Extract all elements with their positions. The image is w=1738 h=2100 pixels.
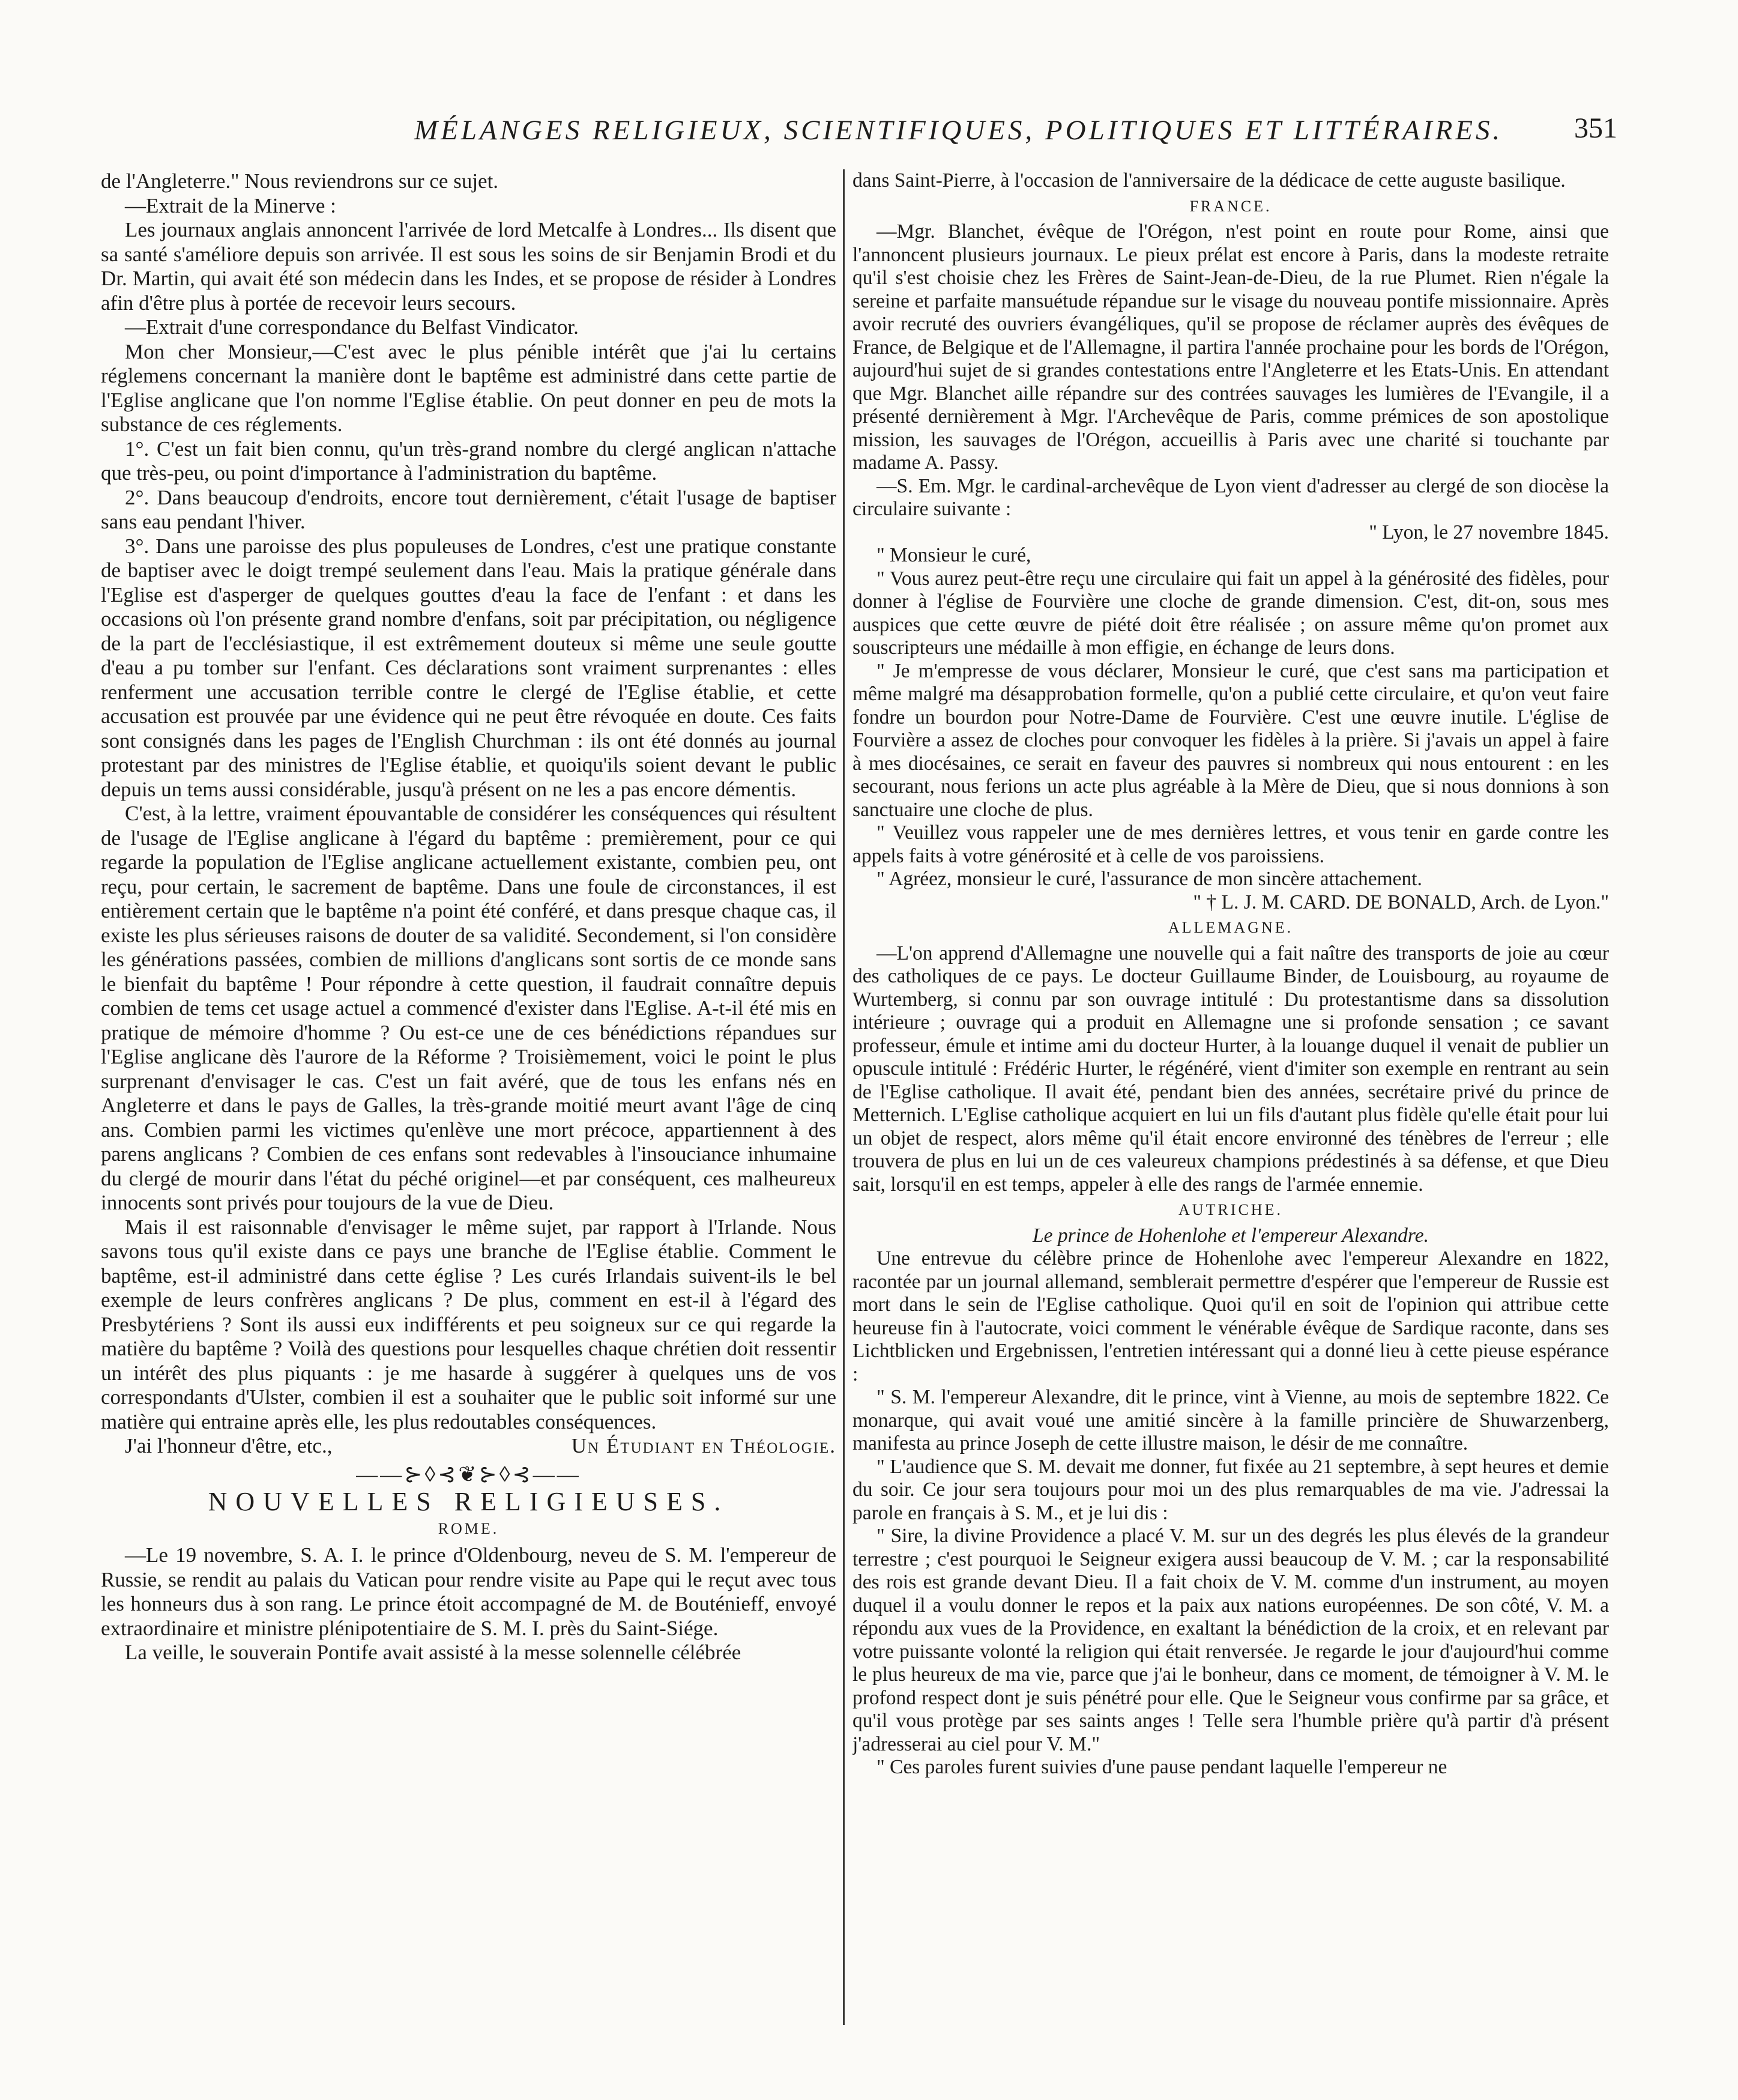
section-heading: NOUVELLES RELIGIEUSES.	[208, 1487, 729, 1516]
paragraph: —S. Em. Mgr. le cardinal-archevêque de Lyon vient d'adresser au clergé de son diocèse la circulaire suivante :	[852, 474, 1609, 520]
paragraph: dans Saint-Pierre, à l'occasion de l'anniversaire de la dédicace de cette auguste basilique.	[852, 169, 1566, 192]
left-column	[101, 169, 836, 2049]
paragraph: La veille, le souverain Pontife avait assisté à la messe solennelle célébrée	[125, 1641, 741, 1664]
paragraph: " Sire, la divine Providence a placé V. M. sur un des degrés les plus élevés de la grandeur terrestre ; c'est pourquoi le Seigneur exigera aussi beaucoup de V. M. ; car la responsabilité des rois est grande devant Dieu. Il a fait choix de V. M. comme d'un instrument, au moyen duquel il a voulu donner le repos et la paix aux nations européennes. De son côté, V. M. a répondu aux vues de la Providence, en exaltant la bénédiction de la croix, et en relevant par votre puissante volonté la religion qui était renversée. Je regarde le jour d'aujourd'hui comme le plus heureux de ma vie, parce que j'ai le bonheur, dans ce moment, de témoigner à V. M. le profond respect dont je suis pénétré pour elle. Que le Seigneur vous confirme par sa grâce, et qu'il vous protège par ses saints anges ! Telle sera l'humble prière qu'à partir d'à présent j'adresserai au ciel pour V. M."	[852, 1525, 1609, 1755]
paragraph: Une entrevue du célèbre prince de Hohenlohe avec l'empereur Alexandre en 1822, racontée par un journal allemand, semblerait permettre d'espérer que l'empereur de Russie est mort dans le sein de l'Eglise catholique. Quoi qu'il en soit de l'opinion qui attribue cette heureuse fin à l'autocrate, voici comment le vénérable évêque de Sardique raconte, dans ses Lichtblicken und Ergebnissen, l'entretien intéressant qui a donné lieu à cette pieuse espérance :	[852, 1247, 1609, 1385]
paragraph: —Le 19 novembre, S. A. I. le prince d'Oldenbourg, neveu de S. M. l'empereur de Russie, se rendit au palais du Vatican pour rendre visite au Pape qui le reçut avec tous les honneurs dus à son rang. Le prince étoit accompagné de M. de Bouténieff, envoyé extraordinaire et ministre plénipotentiaire de S. M. I. près du Saint-Siége.	[101, 1543, 836, 1640]
paragraph: Mon cher Monsieur,—C'est avec le plus pénible intérêt que j'ai lu certains réglemens concernant la manière dont le baptême est administré dans cette partie de l'Eglise anglicane que l'on nomme l'Eglise établie. On peut donner en peu de mots la substance de ces réglements.	[101, 339, 836, 436]
letter-signature	[101, 1434, 836, 1459]
paragraph: " Ces paroles furent suivies d'une pause pendant laquelle l'empereur ne	[877, 1756, 1447, 1778]
paragraph: " Veuillez vous rappeler une de mes dernières lettres, et vous tenir en garde contre les appels faits à votre générosité et à celle de vos paroissiens.	[852, 822, 1609, 867]
dateline: " Lyon, le 27 novembre 1845.	[1369, 521, 1609, 543]
closing-formula: J'ai l'honneur d'être, etc.,	[125, 1434, 333, 1457]
paragraph: " L'audience que S. M. devait me donner, fut fixée au 21 septembre, à sept heures et demie du soir. Ce jour sera toujours pour moi un des plus remarquables de ma vie. J'adressai la parole en français à S. M., et je lui dis :	[852, 1455, 1609, 1524]
section-label-rome: ROME.	[438, 1519, 499, 1537]
paragraph: 3°. Dans une paroisse des plus populeuses de Londres, c'est une pratique constante de baptiser avec le doigt trempé seulement dans l'eau. Mais la pratique générale dans l'Eglise est d'asperger de quelques gouttes d'eau la face de l'enfant : et dans les occasions où l'on présente grand nombre d'enfans, soit par précipitation, ou négligence de la part de l'ecclésiastique, il est extrêmement douteux si même une seule goutte d'eau a pu tomber sur l'enfant. Ces déclarations sont vraiment surprenantes : elles renferment une accusation terrible contre le clergé de l'Eglise établie, et cette accusation est prouvée par une évidence qui ne peut être révoquée en doute. Ces faits sont consignés dans les pages de l'English Churchman : ils ont été donnés au journal protestant par des ministres de l'Eglise établie, et quoiqu'ils soient devant le public depuis un tems aussi considérable, jusqu'à présent on ne les a pas encore démentis.	[101, 534, 836, 801]
paragraph: de l'Angleterre." Nous reviendrons sur ce sujet.	[101, 169, 499, 193]
column-divider	[843, 169, 845, 2025]
paragraph: —Extrait d'une correspondance du Belfast Vindicator.	[125, 315, 579, 339]
page-number: 351	[1574, 112, 1617, 144]
paragraph: " S. M. l'empereur Alexandre, dit le prince, vint à Vienne, au mois de septembre 1822. Ce monarque, qui avait voué une amitié sincère à la famille princière de Shuwarzenberg, manifesta au prince Joseph de cette illustre maison, le désir de me connaître.	[852, 1386, 1609, 1454]
subheading: Le prince de Hohenlohe et l'empereur Alexandre.	[1033, 1224, 1429, 1247]
paragraph: 2°. Dans beaucoup d'endroits, encore tout dernièrement, c'était l'usage de baptiser sans eau pendant l'hiver.	[101, 485, 836, 533]
section-label-autriche: AUTRICHE.	[1178, 1201, 1283, 1218]
signature: " † L. J. M. CARD. DE BONALD, Arch. de Lyon."	[1193, 891, 1609, 913]
paragraph: C'est, à la lettre, vraiment épouvantable de considérer les conséquences qui résultent de l'usage de l'Eglise anglicane à l'égard du baptême : premièrement, pour ce qui regarde la population de l'Eglise anglicane actuellement existante, combien peu, ont reçu, pour certain, le sacrement de baptême. Dans une foule de circonstances, il est entièrement certain que le baptême n'a point été conféré, et dans presque chaque cas, il existe les plus sérieuses raisons de douter de sa validité. Secondement, si l'on considère les générations passées, combien de millions d'anglicans sont sortis de ce monde sans le bienfait du baptême ! Pour répondre à cette question, il faudrait connaître depuis combien de tems cet usage actuel a commencé d'exister dans l'Eglise. A-t-il été mis en pratique de mémoire d'homme ? Ou est-ce une de ces bénédictions répandues sur l'Eglise anglicane dès l'aurore de la Réforme ? Troisièmement, voici le point le plus surprenant d'envisager le cas. C'est un fait avéré, que de tous les enfans nés en Angleterre et dans le pays de Galles, la très-grande moitié meurt avant l'âge de cinq ans. Combien parmi les victimes qu'enlève une mort précoce, appartiennent à des parens anglicans ? Combien de ces enfans sont redevables à l'insouciance inhumaine du clergé de mourir dans l'état du péché originel—et par conséquent, ces malheureux innocents sont privés pour toujours de la vue de Dieu.	[101, 802, 836, 1214]
ornament-divider: ——⊱◊⊰❦⊱◊⊰——	[356, 1462, 581, 1486]
paragraph: Mais il est raisonnable d'envisager le même sujet, par rapport à l'Irlande. Nous savons tous qu'il existe dans ce pays une branche de l'Eglise établie. Comment le baptême, est-il administré dans cette église ? Les curés Irlandais suivent-ils le bel exemple de leurs confrères anglicans ? De plus, comment en est-il à l'égard des Presbytériens ? Sont ils aussi eux indifférents et peu soigneux sur ce qui regarde la matière du baptême ? Voilà des questions pour lesquelles chaque chrétien doit ressentir un intérêt des plus piquants : je me hasarde à suggérer à quelques uns de vos correspondants d'Ulster, combien il est a souhaiter que le public soit informé sur une matière qui entraine après elle, les plus redoutables conséquences.	[101, 1215, 836, 1433]
right-column	[852, 169, 1609, 2049]
section-label-allemagne: ALLEMAGNE.	[1168, 919, 1294, 936]
paragraph: —Mgr. Blanchet, évêque de l'Orégon, n'est point en route pour Rome, ainsi que l'annoncent plusieurs journaux. Le pieux prélat est encore à Paris, dans la modeste retraite qu'il s'est choisie chez les Frères de Saint-Jean-de-Dieu, de la rue Plumet. Rien n'égale la sereine et parfaite mansuétude répandue sur le visage du nouveau pontife missionnaire. Après avoir recruté des ouvriers évangéliques, qu'il se propose de réclamer auprès des évêques de France, de Belgique et de l'Allemagne, il partira l'année prochaine pour les bords de l'Orégon, aujourd'hui sujet de si grandes contestations entre l'Angleterre et les Etats-Unis. En attendant que Mgr. Blanchet aille répandre sur des contrées sauvages les lumières de l'Evangile, il a présenté dernièrement à Mgr. l'Archevêque de Paris, comme prémices de son apostolique mission, les sauvages de l'Orégon, accueillis à Paris avec une charité si touchante par madame A. Passy.	[852, 220, 1609, 474]
running-header	[0, 108, 1738, 156]
paragraph: —L'on apprend d'Allemagne une nouvelle qui a fait naître des transports de joie au cœur des catholiques de ce pays. Le docteur Guillaume Binder, de Louisbourg, au royaume de Wurtemberg, si connu par son ouvrage intitulé : Du protestantisme dans sa dissolution intérieure ; ouvrage qui a produit en Allemagne une si profonde sensation ; ce savant professeur, émule et intime ami du docteur Hurter, à la louange duquel il venait de publier un opuscule intitulé : Frédéric Hurter, le régénéré, vient d'imiter son exemple en rentrant au sein de l'Eglise catholique. Il avait été, pendant bien des années, secrétaire privé du prince de Metternich. L'Eglise catholique acquiert en lui un fils d'autant plus fidèle qu'elle était pour lui un objet de respect, alors même qu'il était encore environné des ténèbres de l'erreur ; elle trouvera de plus en lui un de ces valeureux champions prédestinés à sa défense, et que Dieu sait, lorsqu'il en est temps, appeler à elle des rangs de l'armée ennemie.	[852, 942, 1609, 1196]
section-label-france: FRANCE.	[1189, 197, 1272, 215]
salutation: " Monsieur le curé,	[877, 544, 1031, 566]
paragraph: " Je m'empresse de vous déclarer, Monsieur le curé, que c'est sans ma participation et même malgré ma désapprobation formelle, qu'on a publié cette circulaire, et qu'on veut faire fondre un bourdon pour Notre-Dame de Fourvière. C'est une œuvre inutile. L'église de Fourvière a assez de cloches pour convoquer les fidèles à la prière. Si j'avais un appel à faire à mes diocésaines, ce serait en faveur des pauvres si nombreux qui nous entourent : en les secourant, nous ferions un acte plus agréable à la Mère de Dieu, que si nous donnions à son sanctuaire une cloche de plus.	[852, 659, 1609, 821]
paragraph: —Extrait de la Minerve :	[125, 193, 336, 217]
paragraph: " Agréez, monsieur le curé, l'assurance de mon sincère attachement.	[877, 868, 1422, 890]
paragraph: " Vous aurez peut-être reçu une circulaire qui fait un appel à la générosité des fidèles, pour donner à l'église de Fourvière une cloche de grande dimension. C'est, dit-on, sous mes auspices que cette œuvre de piété doit être réalisée ; on assure même qu'on promet aux souscripteurs une médaille à mon effigie, en échange de leurs dons.	[852, 567, 1609, 659]
running-title: MÉLANGES RELIGIEUX, SCIENTIFIQUES, POLITIQUES ET LITTÉRAIRES.	[414, 115, 1503, 146]
signature: Un Étudiant en Théologie.	[571, 1434, 836, 1457]
paragraph: 1°. C'est un fait bien connu, qu'un très-grand nombre du clergé anglican n'attache que très-peu, ou point d'importance à l'administration du baptême.	[101, 437, 836, 485]
paragraph: Les journaux anglais annoncent l'arrivée de lord Metcalfe à Londres... Ils disent que sa santé s'améliore depuis son arrivée. Il est sous les soins de sir Benjamin Brodi et du Dr. Martin, qui avait été son médecin dans les Indes, et se propose de résider à Londres afin d'être plus à portée de recevoir leurs secours.	[101, 218, 836, 315]
